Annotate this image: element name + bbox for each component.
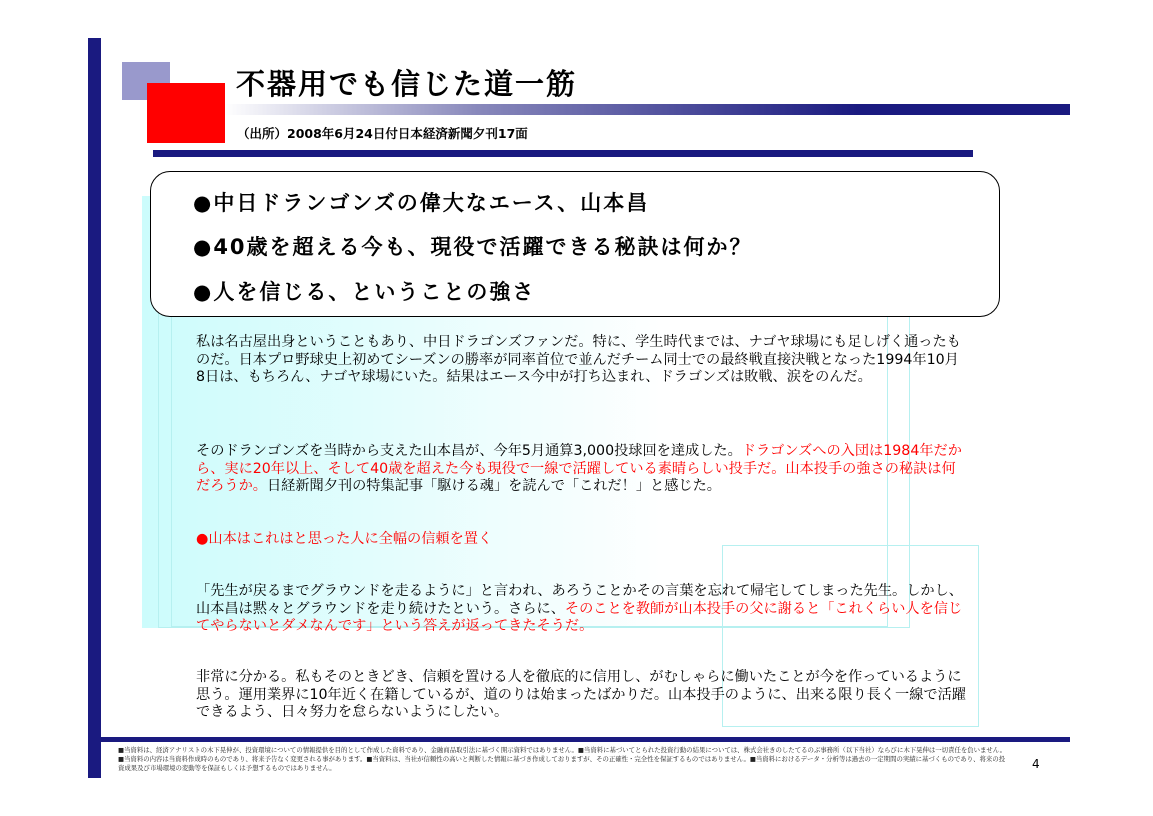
paragraph-2-red-text: ドラゴンズへの入団は1984年だから、実に20年以上、そして40歳を超えた今も現役で一線で活躍している素晴らしい投手だ。山本投手の強さの秘訣は何だろうか。 [196, 443, 962, 495]
title-red-square [147, 83, 225, 143]
page-number: 4 [1032, 757, 1040, 771]
left-accent-bar [88, 38, 101, 778]
footer-divider [101, 737, 1070, 742]
headline-3: ●人を信じる、ということの強さ [193, 280, 536, 304]
slide-title: 不器用でも信じた道一筋 [236, 67, 578, 101]
paragraph-3-text: 「先生が戻るまでグラウンドを走るように」と言われ、あろうことかその言葉を忘れて帰宅してしまった先生。しかし、山本昌は黙々とグラウンドを走り続けたという。さらに、 [196, 583, 963, 617]
paragraph-4: 非常に分かる。私もそのときどき、信頼を置ける人を徹底的に信用し、がむしゃらに働いたことが今を作っているように思う。運用業界に10年近く在籍しているが、道のりは始まったばかりだ。山本投手のように、出来る限り長く一線で活躍できるよう、日々努力を怠らないようにしたい。 [196, 669, 966, 721]
paragraph-2-text-end: 日経新聞夕刊の特集記事「駆ける魂」を読んで「これだ！」と感じた。 [266, 478, 721, 495]
header-divider [153, 150, 973, 157]
paragraph-2 [196, 443, 966, 496]
headline-1: ●中日ドランゴンズの偉大なエース、山本昌 [193, 191, 650, 215]
title-underline [224, 104, 1070, 115]
highlight-line: ●山本はこれはと思った人に全幅の信頼を置く [196, 531, 493, 547]
paragraph-2-text: そのドランゴンズを当時から支えた山本昌が、今年5月通算3,000投球回を達成した。 [196, 443, 742, 459]
paragraph-3-red-text: そのことを教師が山本投手の父に謝ると「これくらい人を信じてやらないとダメなんです」という答えが返ってきたそうだ。 [196, 600, 963, 635]
paragraph-1: 私は名古屋出身ということもあり、中日ドラゴンズファンだ。特に、学生時代までは、ナゴヤ球場にも足しげく通ったものだ。日本プロ野球史上初めてシーズンの勝率が同率首位で並んだチーム同士での最終戦直接決戦となった1994年10月8日は、もちろん、ナゴヤ球場にいた。結果はエース今中が打ち込まれ、ドラゴンズは敗戦、涙をのんだ。 [196, 334, 961, 386]
headline-2: ●40歳を超える今も、現役で活躍できる秘訣は何か？ [193, 235, 753, 259]
source-citation: （出所）2008年6月24日付日本経済新聞夕刊17面 [237, 126, 528, 141]
paragraph-3 [196, 583, 966, 636]
disclaimer-text: ■当資料は、経済アナリストの木下晃伸が、投資環境についての情報提供を目的として作成した資料であり、金融商品取引法に基づく開示資料ではありません。■当資料に基づいてとられた投資行動の結果については、株式会社きのしたてるのぶ事務所（以下当社）ならびに木下晃伸は一切責任を負いません。■当資料の内容は当資料作成時のものであり、将来予告なく変更される事があります。■当資料は、当社が信頼性の高いと判断した情報に基づき作成しておりますが、その正確性・完全性を保証するものではありません。■当資料におけるデータ・分析等は過去の一定期間の実績に基づくものであり、将来の投資成果及び市場環境の変動等を保証もしくは予想するものではありません。 [118, 746, 1006, 772]
